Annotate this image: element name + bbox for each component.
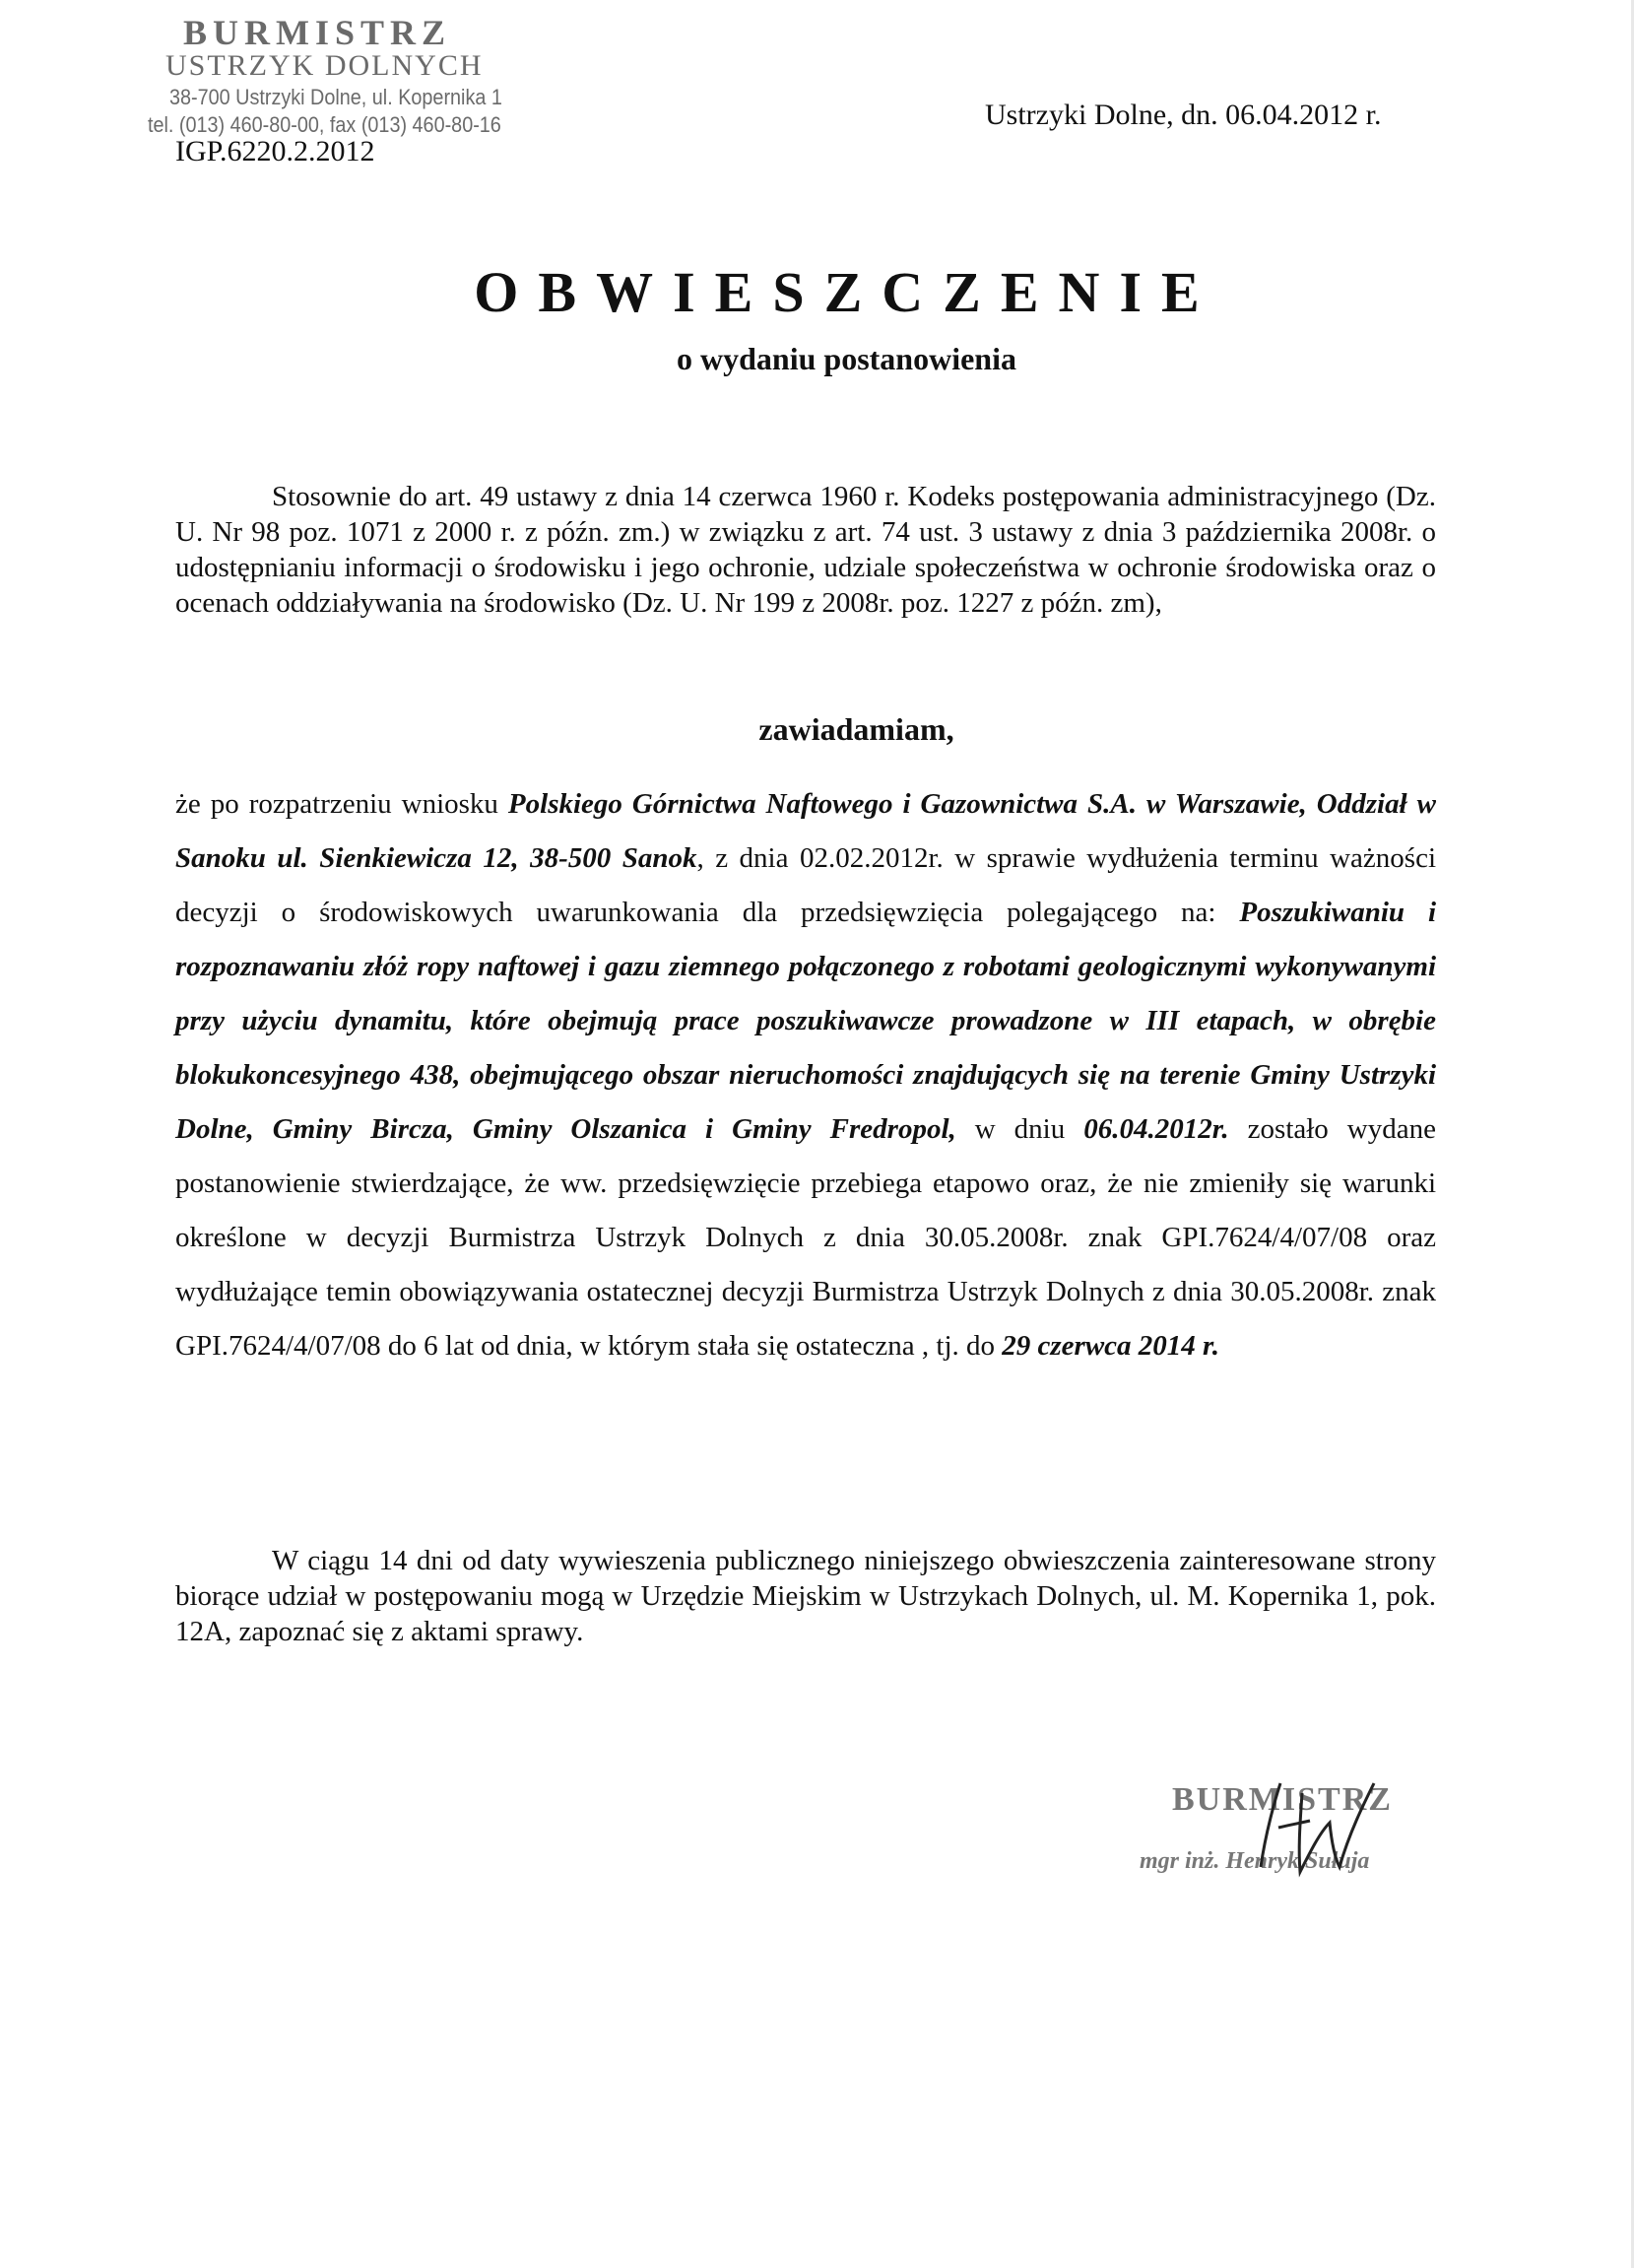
decision-date: 06.04.2012r. [1083,1113,1229,1145]
document-title: OBWIESZCZENIE [474,260,1219,324]
signature-stamp-title: BURMISTRZ [1172,1781,1393,1818]
decision-text: zostało wydane postanowienie stwierdzające, że ww. przedsięwzięcie przebiega etapowo oraz, że nie zmieniły się warunki określone w decyzji Burmistrza Ustrzyk Dolnych z dnia 30.05.2008r. znak GPI.7624/4/07/08 oraz wydłużające temin obowiązywania ostatecznej decyzji Burmistrza Ustrzyk Dolnych z dnia 30.05.2008r. znak GPI.7624/4/07/08 do 6 lat od dnia, w którym stała się ostateczna , tj. do [175,1113,1436,1362]
place-and-date: Ustrzyki Dolne, dn. 06.04.2012 r. [985,99,1382,131]
announcement-heading: zawiadamiam, [758,711,954,747]
project-description: Poszukiwaniu i rozpoznawaniu złóż ropy naftowej i gazu ziemnego połączonego z robotami geologicznymi wykonywanymi przy użyciu dynamitu, które obejmują prace poszukiwawcze prowadzone w III etapach, w obrębie blokukoncesyjnego 438, obejmującego obszar nieruchomości znajdujących się na terenie Gminy Ustrzyki Dolne, Gminy Bircza, Gminy Olszanica i Gminy Fredropol, [175,897,1437,1145]
handwritten-signature [1241,1773,1379,1882]
notice-paragraph: W ciągu 14 dni od daty wywieszenia publicznego niniejszego obwieszczenia zainteresowane strony biorące udział w postępowaniu mogą w Urzędzie Miejskim w Ustrzykach Dolnych, ul. M. Kopernika 1, pok. 12A, zapoznać się z aktami sprawy. [175,1545,1436,1647]
decision-text: , z dnia 02.02.2012r. w sprawie wydłużenia terminu ważności decyzji o środowiskowych uwarunkowania dla przedsięwzięcia polegającego na: [175,842,1436,928]
decision-text: że po rozpatrzeniu wniosku [175,788,508,820]
decision-text: w dniu [955,1113,1084,1145]
signature-stamp-name: mgr inż. Henryk Sułuja [1140,1848,1370,1874]
office-stamp [148,12,541,138]
legal-basis-paragraph: Stosownie do art. 49 ustawy z dnia 14 czerwca 1960 r. Kodeks postępowania administracyjnego (Dz. U. Nr 98 poz. 1071 z 2000 r. z późn. zm.) w związku z art. 74 ust. 3 ustawy z dnia 3 października 2008r. o udostępnianiu informacji o środowisku i jego ochronie, udziale społeczeństwa w ochronie środowiska oraz o ocenach oddziaływania na środowisko (Dz. U. Nr 199 z 2008r. poz. 1227 z późn. zm), [175,481,1436,619]
stamp-phone: tel. (013) 460-80-00, fax (013) 460-80-16 [148,112,501,137]
reference-number: IGP.6220.2.2012 [175,135,375,167]
deadline-date: 29 czerwca 2014 r. [1002,1330,1219,1362]
document-subtitle: o wydaniu postanowienia [677,341,1016,376]
stamp-office-title: BURMISTRZ [183,13,452,52]
applicant-name: Polskiego Górnictwa Naftowego i Gazownictwa S.A. w Warszawie, Oddział w Sanoku ul. Sienkiewicza 12, 38-500 Sanok [175,788,1436,874]
stamp-address: 38-700 Ustrzyki Dolne, ul. Kopernika 1 [169,85,502,109]
stamp-office-town: USTRZYK DOLNYCH [165,49,484,82]
decision-paragraph [175,777,1436,1373]
